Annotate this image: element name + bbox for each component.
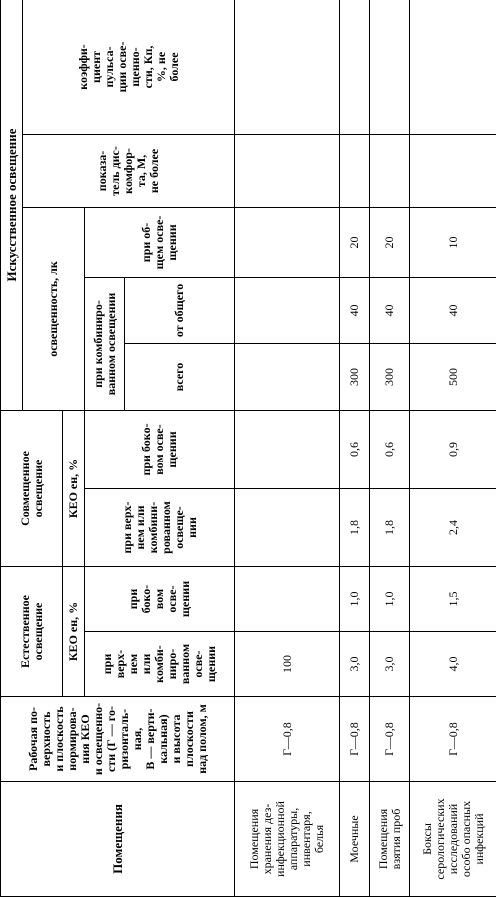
header-total: всего (125, 343, 235, 410)
cell-room: Помещения хранения дез- инфекционной аппаратуры, инвентаря, белья (235, 782, 340, 897)
cell-pulsation (410, 0, 496, 134)
header-general-lighting: при об- щем осве- щении (85, 207, 235, 277)
cell-combined-side: 0,6 (370, 410, 410, 488)
cell-surface: Г—0,8 (340, 697, 370, 782)
cell-surface: Г—0,8 (370, 697, 410, 782)
cell-from-general (235, 277, 340, 343)
cell-room: Моечные (340, 782, 370, 897)
cell-total: 500 (410, 343, 496, 410)
table-row (410, 0, 496, 897)
header-artificial-lighting: Искусственное освещение (1, 0, 23, 410)
cell-natural-top: 100 (235, 632, 340, 697)
cell-combined-side (235, 410, 340, 488)
header-discomfort-index: показа- тель дис- комфор- та, М, не более (23, 134, 235, 207)
cell-natural-top: 3,0 (370, 632, 410, 697)
header-from-general: от общего (125, 277, 235, 343)
cell-room: Помещения взятия проб (370, 782, 410, 897)
header-natural-lighting: Естественное освещение (1, 566, 63, 696)
cell-surface: Г—0,8 (410, 697, 496, 782)
cell-general (235, 207, 340, 277)
header-natural-top: при верх- нем или комби- ниро- ванном осве- щении (85, 632, 235, 697)
cell-combined-top: 1,8 (340, 488, 370, 566)
cell-combined-top: 1,8 (370, 488, 410, 566)
cell-combined-side: 0,9 (410, 410, 496, 488)
cell-discomfort (235, 134, 340, 207)
header-room: Помещения (1, 782, 235, 897)
cell-combined-side: 0,6 (340, 410, 370, 488)
cell-natural-top: 4,0 (410, 632, 496, 697)
cell-combined-top (235, 488, 340, 566)
header-combined-lighting: Совмещенное освещение (1, 410, 63, 566)
cell-combined-top: 2,4 (410, 488, 496, 566)
header-combined-side: при боко- вом осве- щении (85, 410, 235, 488)
cell-natural-top: 3,0 (340, 632, 370, 697)
header-keo-natural: КЕО eн, % (63, 566, 85, 696)
cell-natural-side: 1,0 (370, 566, 410, 631)
cell-natural-side: 1,5 (410, 566, 496, 631)
table-row (370, 0, 410, 897)
header-natural-side: при боко- вом осве- щении (85, 566, 235, 631)
cell-pulsation (370, 0, 410, 134)
cell-from-general: 40 (410, 277, 496, 343)
cell-discomfort (410, 134, 496, 207)
cell-pulsation (235, 0, 340, 134)
cell-total: 300 (370, 343, 410, 410)
header-combined-illumination: при комбиниро- ванном освещении (85, 277, 125, 410)
header-keo-combined: КЕО eн, % (63, 410, 85, 566)
cell-discomfort (340, 134, 370, 207)
cell-room: Боксы серологических исследований особо опасных инфекций (410, 782, 496, 897)
table-row (340, 0, 370, 897)
cell-discomfort (370, 134, 410, 207)
cell-surface: Г—0,8 (235, 697, 340, 782)
cell-natural-side (235, 566, 340, 631)
cell-general: 20 (340, 207, 370, 277)
header-combined-top: при верх- нем или комбини- рованном освеще- нии (85, 488, 235, 566)
header-work-surface: Рабочая по- верхность и плоскость нормирова- ния КЕО и освещенно- сти (Г — го- ризонталь- ная, В — верти- кальная) и высота плоскости над полом, м (1, 697, 235, 782)
header-pulsation-coefficient: коэффи- циент пульса- ции осве- щенно- сти, Кп, %, не более (23, 0, 235, 134)
cell-total (235, 343, 340, 410)
cell-natural-side: 1,0 (340, 566, 370, 631)
cell-total: 300 (340, 343, 370, 410)
cell-general: 10 (410, 207, 496, 277)
cell-from-general: 40 (340, 277, 370, 343)
header-illuminance: освещенность, лк (23, 207, 85, 410)
table-row (235, 0, 340, 897)
cell-general: 20 (370, 207, 410, 277)
cell-from-general: 40 (370, 277, 410, 343)
cell-pulsation (340, 0, 370, 134)
